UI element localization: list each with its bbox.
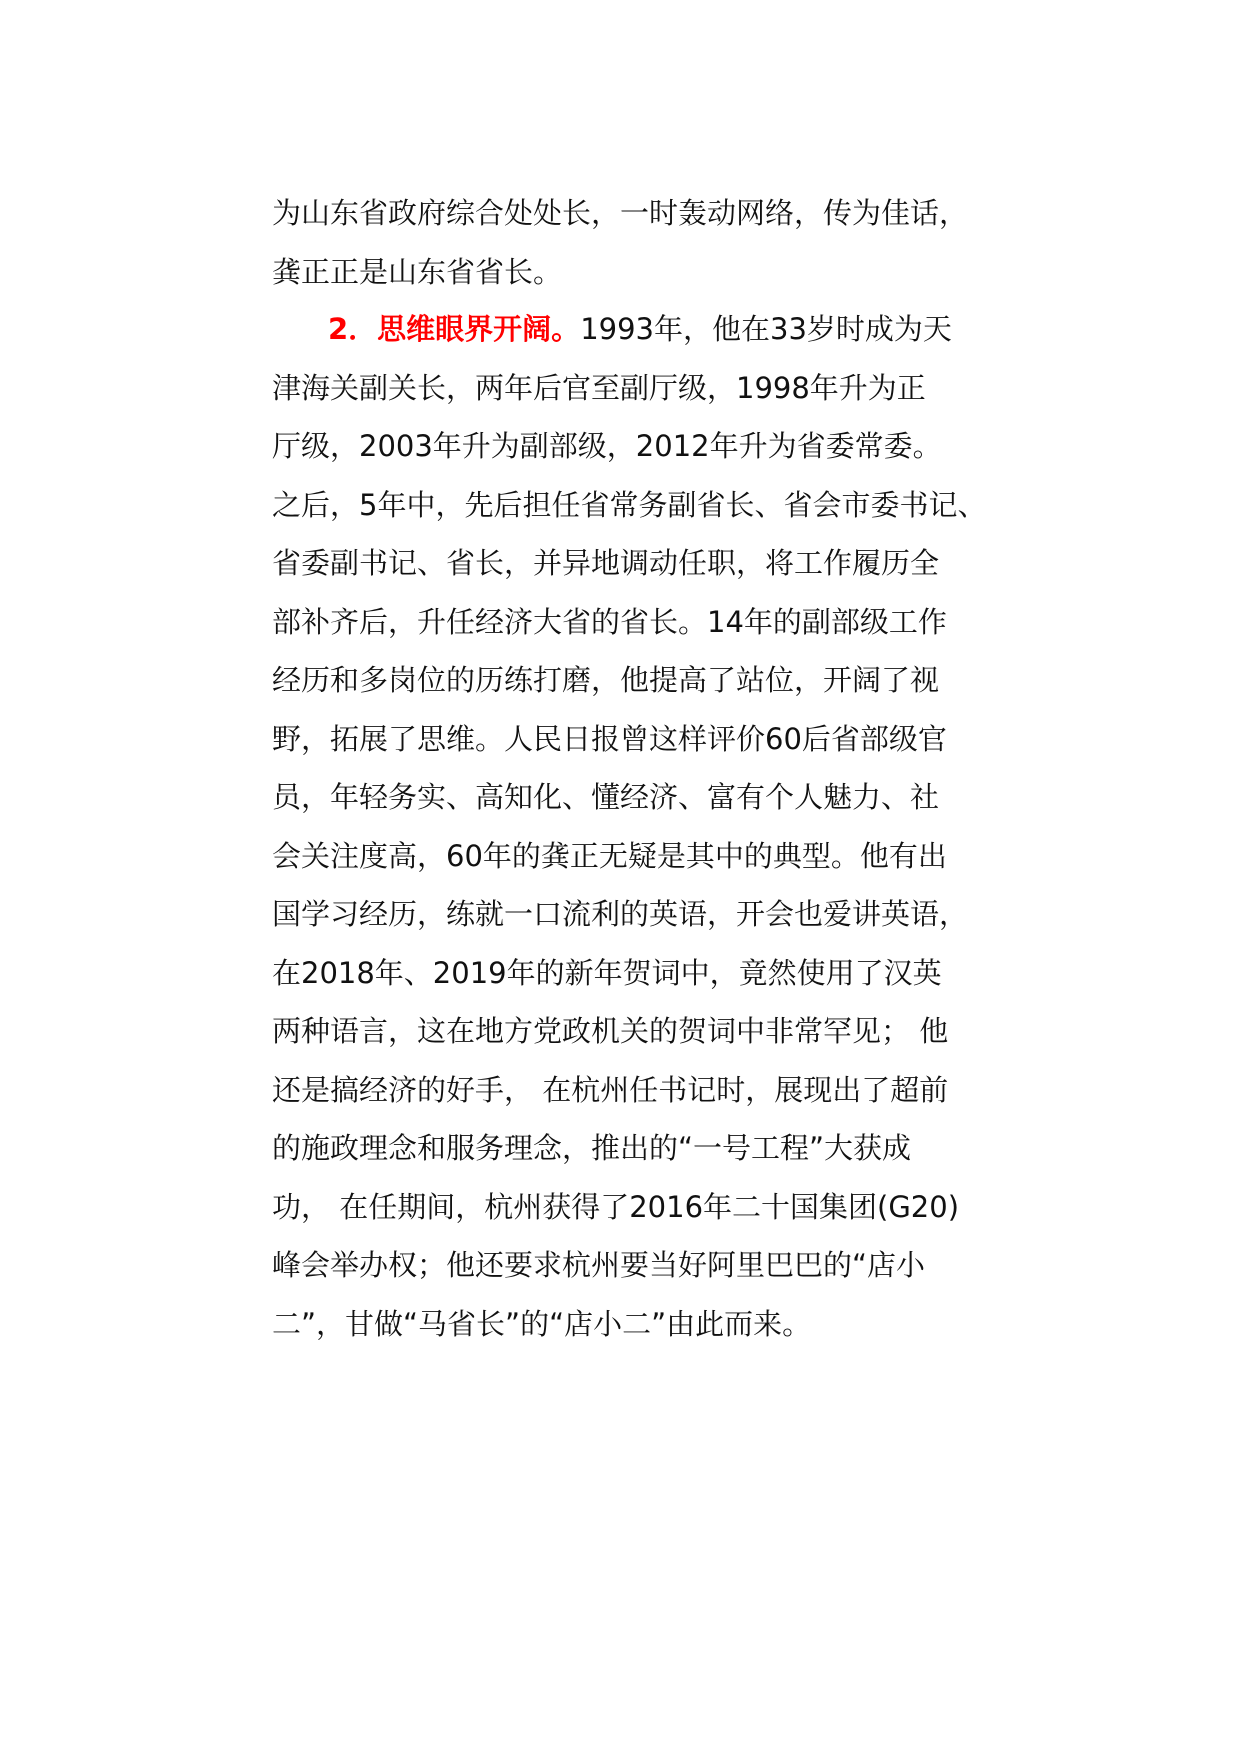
text-line: 两种语言，这在地方党政机关的贺词中非常罕见； 他	[272, 1014, 949, 1048]
section-heading: 2．思维眼界开阔。	[328, 312, 581, 346]
text-line: 的施政理念和服务理念，推出的“一号工程”大获成	[272, 1131, 912, 1165]
text-line: 部补齐后，升任经济大省的省长。14年的副部级工作	[272, 604, 947, 639]
text-line: 会关注度高，60年的龚正无疑是其中的典型。他有出	[272, 838, 947, 873]
section-paragraph	[272, 300, 987, 1353]
top-paragraph	[272, 184, 972, 301]
section-first-line	[272, 300, 972, 359]
text-line: 二”，甘做“马省长”的“店小二”由此而来。	[272, 1306, 812, 1341]
text-line: 津海关副关长，两年后官至副厅级，1998年升为正	[272, 370, 926, 405]
text-line: 还是搞经济的好手， 在杭州任书记时，展现出了超前	[272, 1072, 949, 1107]
text-line: 厅级，2003年升为副部级，2012年升为省委常委。	[272, 429, 942, 463]
text-line: 峰会举办权；他还要求杭州要当好阿里巴巴的“店小	[272, 1248, 926, 1282]
text-line: 之后，5年中，先后担任省常务副省长、省会市委书记、	[272, 487, 987, 522]
text-line: 在2018年、2019年的新年贺词中，竟然使用了汉英	[272, 955, 942, 990]
text-line: 龚正正是山东省省长。	[272, 254, 563, 289]
text-line: 野，拓展了思维。人民日报曾这样评价60后省部级官	[272, 721, 947, 756]
text-line: 经历和多岗位的历练打磨，他提高了站位，开阔了视	[272, 663, 940, 697]
section-first-line-text: 1993年，他在33岁时成为天	[580, 312, 952, 346]
text-line: 为山东省政府综合处处长，一时轰动网络，传为佳话，	[272, 196, 969, 230]
text-line: 国学习经历，练就一口流利的英语，开会也爱讲英语，	[272, 897, 969, 931]
text-line: 省委副书记、省长，并异地调动任职，将工作履历全	[272, 546, 940, 580]
text-line: 功， 在任期间，杭州获得了2016年二十国集团(G20)	[272, 1189, 960, 1224]
text-line: 员，年轻务实、高知化、懂经济、富有个人魅力、社	[272, 780, 940, 814]
